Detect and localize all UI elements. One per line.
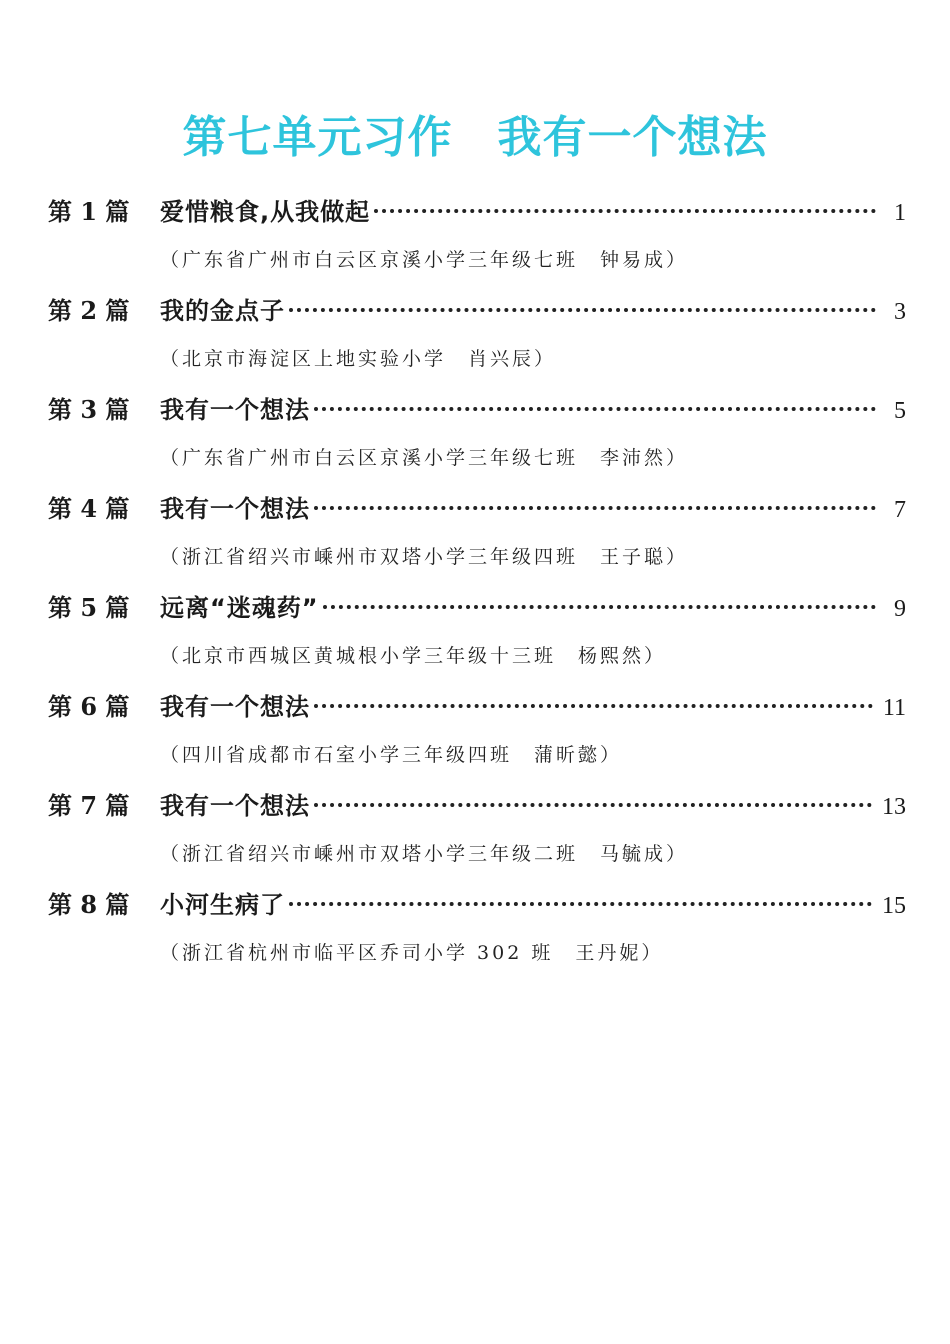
dot-leader <box>323 605 876 609</box>
entry-page-number: 5 <box>894 398 906 424</box>
entry-number: 第 8 篇 <box>48 890 130 919</box>
toc-entry-2[interactable] <box>48 289 906 388</box>
entry-page-number: 7 <box>894 497 906 523</box>
entry-number: 第 7 篇 <box>48 791 130 820</box>
toc-entry-8[interactable] <box>48 883 906 982</box>
entry-number: 第 6 篇 <box>48 692 130 721</box>
entry-source: （四川省成都市石室小学三年级四班 蒲昕懿） <box>160 744 623 766</box>
dot-leader <box>289 902 872 906</box>
entry-source: （北京市海淀区上地实验小学 肖兴辰） <box>160 348 557 370</box>
entry-number: 第 5 篇 <box>48 593 130 622</box>
toc-entry-4[interactable] <box>48 487 906 586</box>
toc-entry-1[interactable] <box>48 190 906 289</box>
entry-source: （北京市西城区黄城根小学三年级十三班 杨熙然） <box>160 645 667 667</box>
entry-source: （浙江省绍兴市嵊州市双塔小学三年级四班 王子聪） <box>160 546 689 568</box>
dot-leader <box>289 308 876 312</box>
entry-title[interactable]: 我有一个想法 <box>160 792 310 820</box>
entry-number: 第 4 篇 <box>48 494 130 523</box>
entry-source: （广东省广州市白云区京溪小学三年级七班 钟易成） <box>160 249 689 271</box>
entry-title[interactable]: 爱惜粮食,从我做起 <box>160 198 371 226</box>
entry-page-number: 9 <box>894 596 906 622</box>
entry-title[interactable]: 我有一个想法 <box>160 396 310 424</box>
toc-entry-6[interactable] <box>48 685 906 784</box>
entry-page-number: 15 <box>882 893 906 919</box>
entry-page-number: 1 <box>894 200 906 226</box>
entry-title[interactable]: 小河生病了 <box>160 891 285 919</box>
entry-number: 第 2 篇 <box>48 296 130 325</box>
entry-source: （浙江省绍兴市嵊州市双塔小学三年级二班 马毓成） <box>160 843 689 865</box>
entry-page-number: 13 <box>882 794 906 820</box>
entry-source: （广东省广州市白云区京溪小学三年级七班 李沛然） <box>160 447 689 469</box>
page-title: 第七单元习作 我有一个想法 <box>182 112 768 163</box>
toc-entry-5[interactable] <box>48 586 906 685</box>
toc-entry-3[interactable] <box>48 388 906 487</box>
dot-leader <box>374 209 876 213</box>
entry-number: 第 1 篇 <box>48 197 130 226</box>
entry-title[interactable]: 我有一个想法 <box>160 693 310 721</box>
entry-title[interactable]: 我有一个想法 <box>160 495 310 523</box>
entry-source: （浙江省杭州市临平区乔司小学 302 班 王丹妮） <box>160 942 664 964</box>
toc-entry-7[interactable] <box>48 784 906 883</box>
table-of-contents <box>48 190 906 982</box>
entry-page-number: 11 <box>882 695 906 721</box>
dot-leader <box>314 506 876 510</box>
entry-page-number: 3 <box>894 299 906 325</box>
dot-leader <box>314 704 873 708</box>
entry-number: 第 3 篇 <box>48 395 130 424</box>
dot-leader <box>314 407 876 411</box>
entry-title[interactable]: 我的金点子 <box>160 297 285 325</box>
entry-title[interactable]: 远离“迷魂药” <box>160 594 319 622</box>
dot-leader <box>314 803 872 807</box>
